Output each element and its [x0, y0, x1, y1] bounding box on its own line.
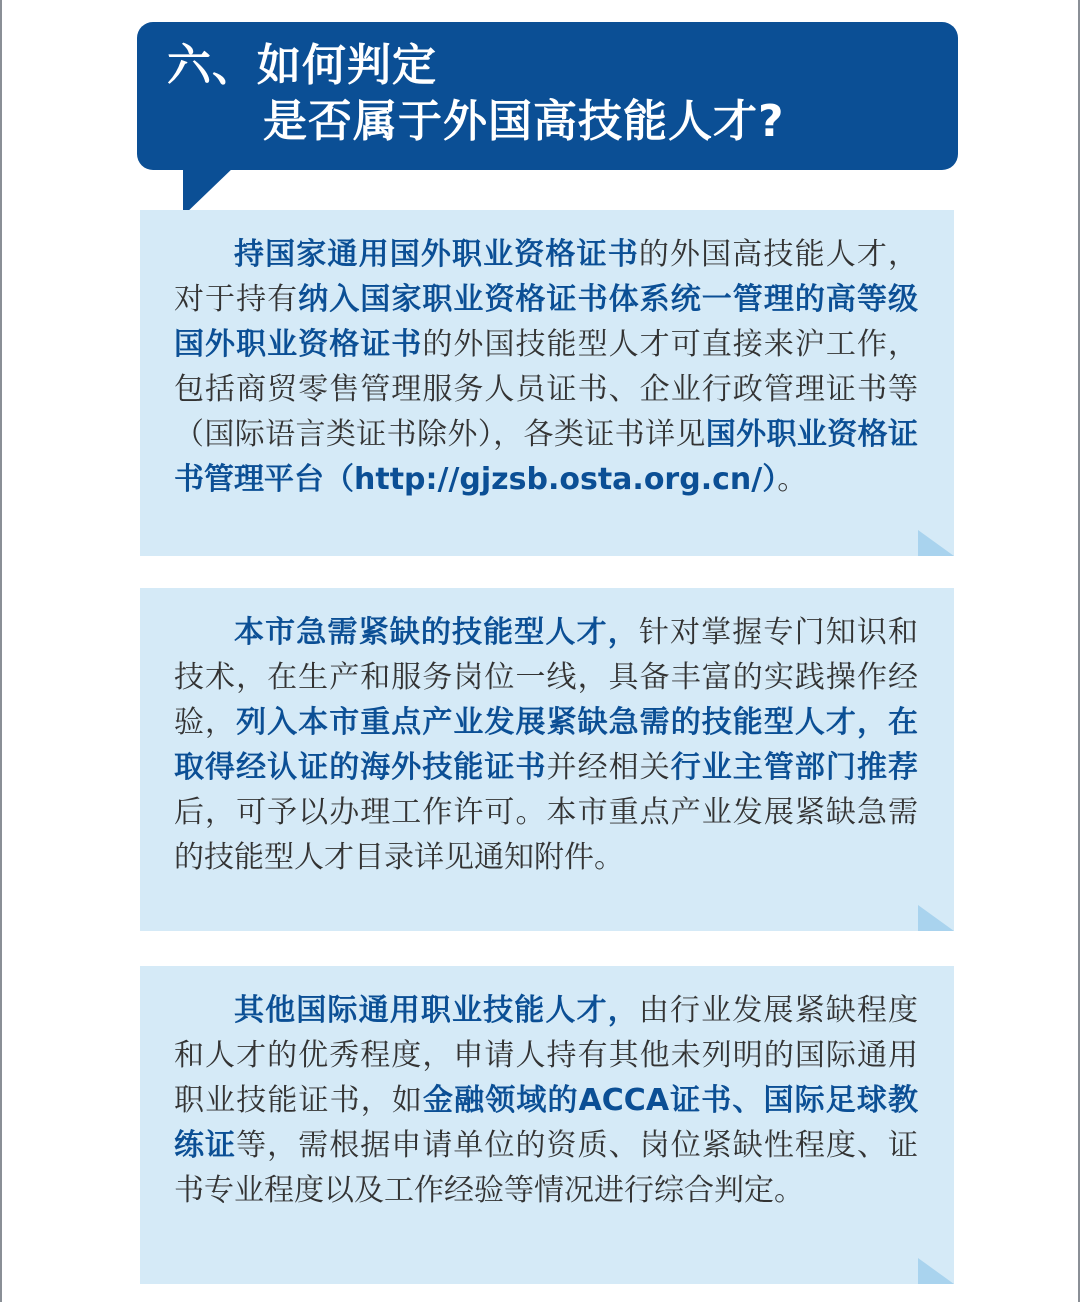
page-fold-corner	[918, 530, 954, 556]
body-text: 的外国高技能人才，对于持有	[174, 237, 919, 317]
left-edge-line	[0, 0, 2, 1302]
info-card-certificate-holders	[140, 210, 954, 556]
page-fold-corner	[918, 905, 954, 931]
highlight-text: 本市急需紧缺的技能型人才，	[234, 615, 639, 650]
card-paragraph	[174, 232, 918, 502]
card-paragraph	[174, 988, 918, 1213]
highlight-text: 纳入国家职业资格证书体系统一管理的高等级国外职业资格证书	[174, 282, 919, 362]
speech-bubble-tail	[183, 166, 235, 216]
page-fold-corner	[918, 1258, 954, 1284]
body-text: 并经相关	[546, 750, 671, 785]
body-text: 针对掌握专门知识和技术，在生产和服务岗位一线，具备丰富的实践操作经验，	[174, 615, 919, 740]
card-paragraph	[174, 610, 918, 880]
page-title	[167, 38, 958, 150]
body-text: 的外国技能型人才可直接来沪工作，包括商贸零售管理服务人员证书、企业行政管理证书等（国际语言类证书除外），各类证书详见	[174, 327, 919, 452]
body-text: 后，可予以办理工作许可。本市重点产业发展紧缺急需的技能型人才目录详见通知附件。	[174, 795, 918, 875]
body-text: 。	[777, 462, 808, 497]
highlight-text: 其他国际通用职业技能人才，	[234, 993, 639, 1028]
highlight-text: 金融领域的ACCA证书、国际足球教练证	[174, 1083, 919, 1163]
highlight-text: 列入本市重点产业发展紧缺急需的技能型人才，在取得经认证的海外技能证书	[174, 705, 919, 785]
highlight-text: 行业主管部门推荐	[670, 750, 919, 785]
highlight-text: 持国家通用国外职业资格证书	[234, 237, 639, 272]
info-card-other-international	[140, 966, 954, 1284]
platform-link-text: 国外职业资格证书管理平台（http://gjzsb.osta.org.cn/）	[174, 417, 918, 497]
info-card-urgent-talent	[140, 588, 954, 931]
body-text: 等，需根据申请单位的资质、岗位紧缺性程度、证书专业程度以及工作经验等情况进行综合判定。	[174, 1128, 919, 1208]
title-line-1: 六、如何判定	[167, 40, 437, 91]
section-header	[137, 22, 958, 170]
title-line-2: 是否属于外国高技能人才?	[263, 96, 785, 147]
body-text: 由行业发展紧缺程度和人才的优秀程度，申请人持有其他未列明的国际通用职业技能证书，如	[174, 993, 919, 1118]
